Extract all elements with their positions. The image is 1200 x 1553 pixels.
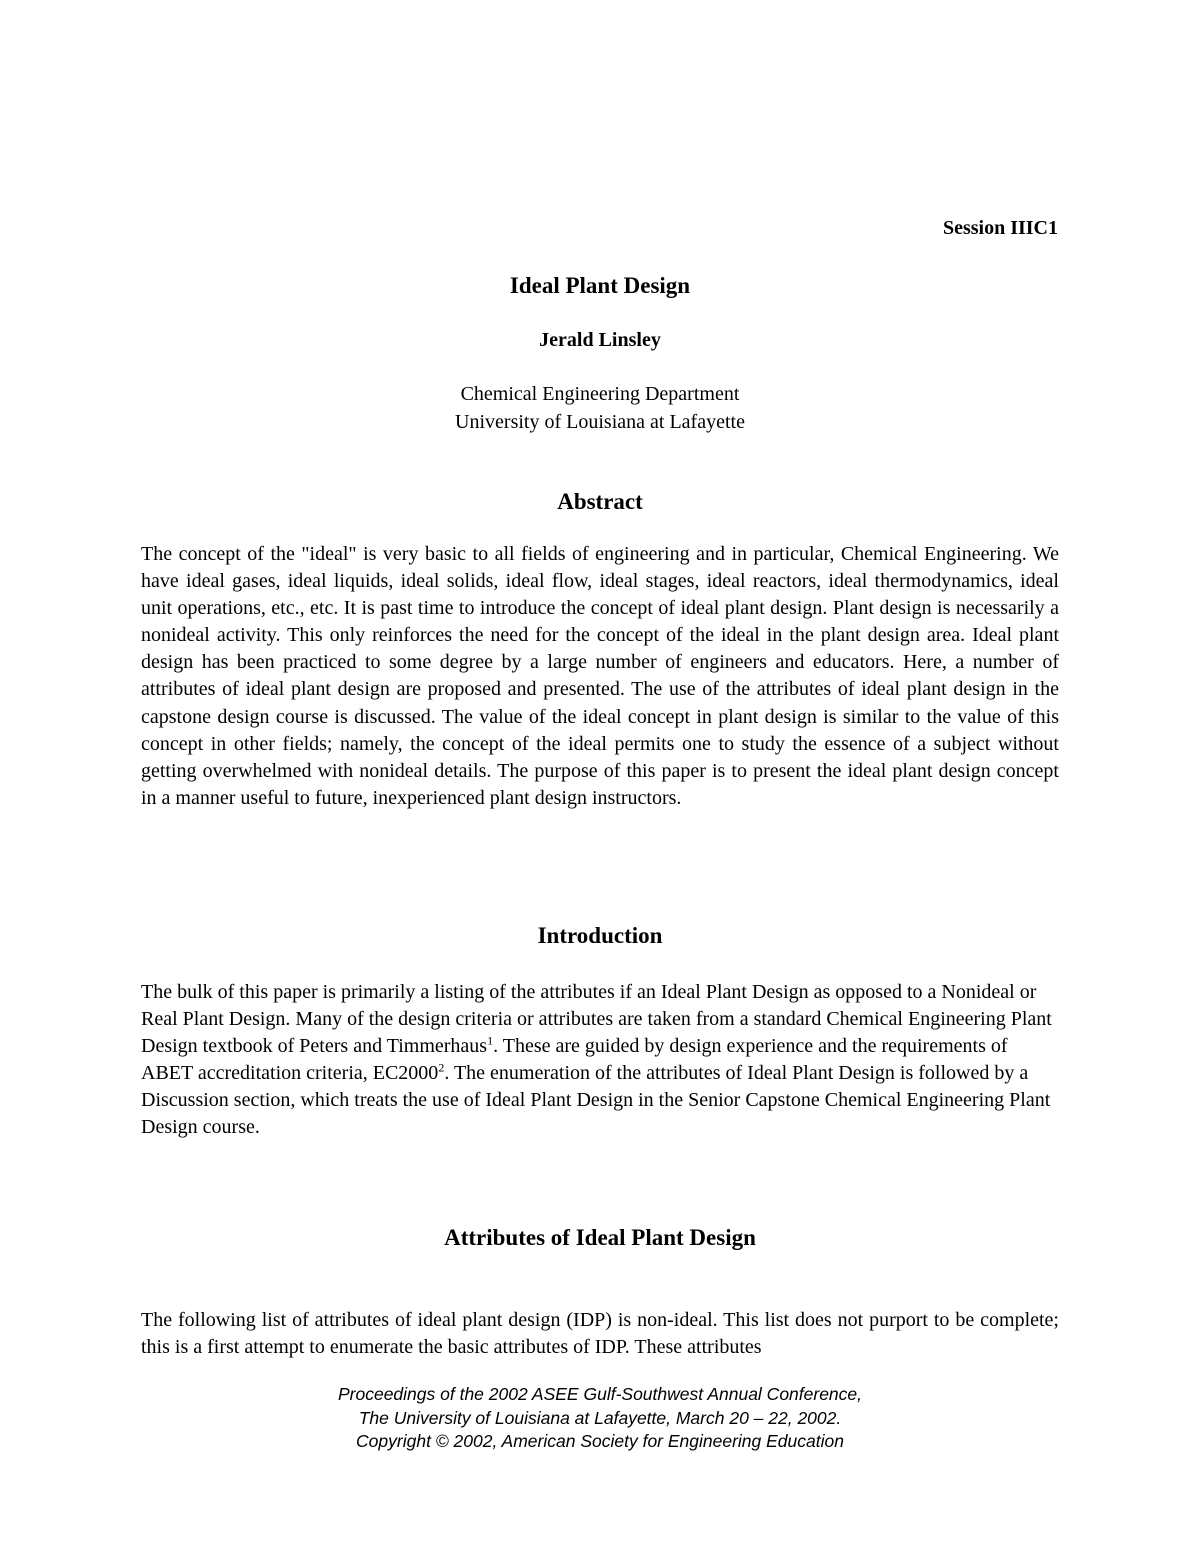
author-name: Jerald Linsley (539, 329, 661, 351)
department-line: Chemical Engineering Department (460, 383, 740, 405)
introduction-heading: Introduction (537, 923, 663, 948)
university-line: University of Louisiana at Lafayette (455, 411, 745, 433)
attributes-paragraph: The following list of attributes of ideal plant design (IDP) is non-ideal. This list does not purport to be complete; this is a first attempt to enumerate the basic attributes of IDP. These attributes (141, 1309, 1059, 1359)
abstract-paragraph: The concept of the "ideal" is very basic to all fields of engineering and in particular, Chemical Engineering. We have ideal gases, ideal liquids, ideal solids, ideal flow, ideal stages, ideal reactors, ideal thermodynamics, ideal unit operations, etc., etc. It is past time to introduce the concept of ideal plant design. Plant design is necessarily a nonideal activity. This only reinforces the need for the concept of the ideal in the plant design area. Ideal plant design has been practiced to some degree by a large number of engineers and educators. Here, a number of attributes of ideal plant design are proposed and presented. The use of the attributes of ideal plant design in the capstone design course is discussed. The value of the ideal concept in plant design is similar to the value of this concept in other fields; namely, the concept of the ideal permits one to study the essence of a subject without getting overwhelmed with nonideal details. The purpose of this paper is to present the ideal plant design concept in a manner useful to future, inexperienced plant design instructors. (141, 543, 1059, 809)
reference-superscript-2: 2 (438, 1060, 445, 1075)
session-label: Session IIIC1 (942, 217, 1058, 239)
introduction-paragraph (141, 979, 1059, 1142)
affiliation (0, 380, 1200, 436)
proceedings-footer (0, 1383, 1200, 1454)
attributes-heading: Attributes of Ideal Plant Design (444, 1225, 756, 1250)
reference-superscript-1: 1 (487, 1033, 494, 1048)
paper-title: Ideal Plant Design (509, 273, 691, 298)
intro-text-2: . These are guided by design experience and the requirements of ABET accreditation criteria, EC2000 (141, 1035, 1008, 1085)
footer-line-2: The University of Louisiana at Lafayette, March 20 – 22, 2002. (358, 1407, 842, 1428)
intro-text-3: . The enumeration of the attributes of Ideal Plant Design is followed by a Discussion section, which treats the use of Ideal Plant Design in the Senior Capstone Chemical Engineering Plant Design course. (141, 1062, 1051, 1139)
footer-line-3: Copyright © 2002, American Society for Engineering Education (356, 1431, 844, 1451)
intro-text-1: The bulk of this paper is primarily a listing of the attributes if an Ideal Plant Design as opposed to a Nonideal or Real Plant Design. Many of the design criteria or attributes are taken from a standard Chemical Engineering Plant Design textbook of Peters and Timmerhaus (141, 981, 1052, 1058)
footer-line-1: Proceedings of the 2002 ASEE Gulf-Southwest Annual Conference, (337, 1384, 863, 1404)
abstract-heading: Abstract (557, 489, 643, 514)
